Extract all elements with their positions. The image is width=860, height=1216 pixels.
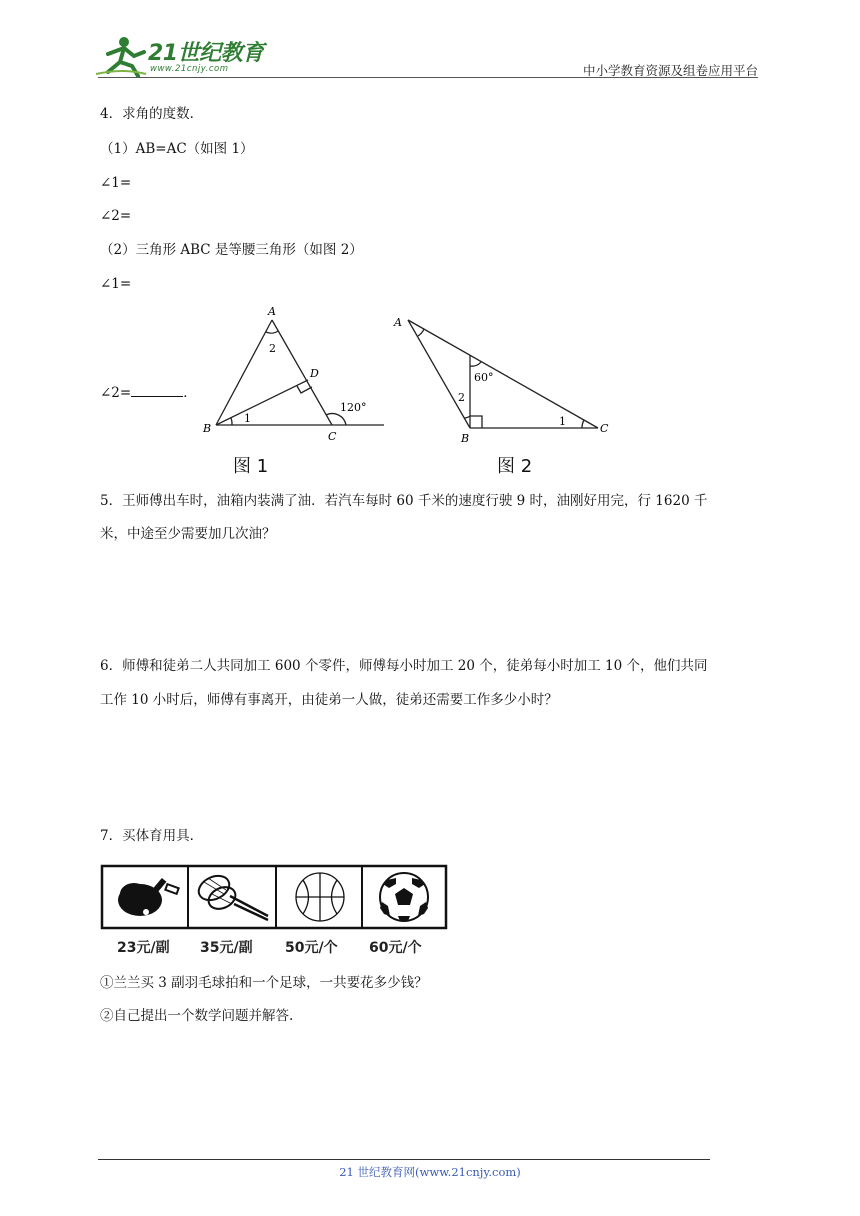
- footer-link[interactable]: 21 世纪教育网(www.21cnjy.com): [339, 1165, 521, 1179]
- table-tennis-paddles-icon: [118, 878, 179, 916]
- q6-line2: 工作 10 小时后，师傅有事离开，由徒弟一人做，徒弟还需要工作多少小时？: [100, 692, 558, 708]
- q4-title: 4．求角的度数．: [100, 106, 204, 122]
- q4-angle2b: ∠2=: [100, 385, 132, 401]
- fig2-angle-1: 1: [559, 415, 566, 428]
- price-basketball: 50元/个: [285, 940, 338, 956]
- badminton-rackets-icon: [195, 871, 268, 920]
- soccer-ball-icon: [380, 873, 428, 921]
- q4-angle2: ∠2=: [100, 208, 132, 224]
- q5-line2: 米，中途至少需要加几次油？: [100, 526, 276, 542]
- q7-title: 7．买体育用具．: [100, 828, 204, 844]
- fig2-angle-60: 60°: [474, 371, 494, 384]
- q4-angle1: ∠1=: [100, 175, 132, 191]
- q4-angle2b-row: [100, 382, 197, 403]
- figure-1-caption: 图 1: [233, 456, 269, 477]
- price-rackets: 35元/副: [200, 940, 253, 956]
- header-divider: [98, 77, 758, 78]
- figure-2-caption: 图 2: [497, 456, 533, 477]
- basketball-icon: [296, 873, 344, 921]
- fig1-label-D: D: [310, 367, 319, 380]
- fig2-label-A: A: [394, 316, 402, 329]
- q4-part2: （2）三角形 ABC 是等腰三角形（如图 2）: [100, 242, 363, 258]
- price-soccer: 60元/个: [369, 940, 422, 956]
- fig1-angle-1: 1: [244, 412, 251, 425]
- fig1-angle-2: 2: [269, 342, 276, 355]
- q5-line1: 5．王师傅出车时，油箱内装满了油．若汽车每时 60 千米的速度行驶 9 时，油刚好用完，行 1620 千: [100, 493, 708, 509]
- q7-sub1: ①兰兰买 3 副羽毛球拍和一个足球，一共要花多少钱？: [100, 975, 428, 991]
- figure-1-diagram: [196, 300, 392, 445]
- answer-blank: [131, 382, 183, 397]
- logo-url: www.21cnjy.com: [150, 64, 229, 74]
- footer-divider: [98, 1159, 710, 1160]
- figure-2-diagram: [388, 308, 618, 448]
- q4-period: ．: [183, 385, 197, 401]
- fig1-label-C: C: [328, 430, 337, 443]
- q7-sub2: ②自己提出一个数学问题并解答.: [100, 1008, 294, 1024]
- fig1-label-B: B: [203, 422, 212, 435]
- sports-goods-table: [100, 864, 450, 930]
- fig2-label-C: C: [600, 422, 609, 435]
- q4-angle1b: ∠1=: [100, 276, 132, 292]
- fig1-angle-120: 120°: [340, 401, 367, 414]
- fig2-label-B: B: [461, 432, 470, 445]
- logo-text: 21世纪教育: [148, 41, 264, 66]
- fig1-label-A: A: [268, 305, 276, 318]
- q4-part1: （1）AB=AC（如图 1）: [100, 141, 254, 157]
- price-paddles: 23元/副: [117, 940, 170, 956]
- q6-line1: 6．师傅和徒弟二人共同加工 600 个零件，师傅每小时加工 20 个，徒弟每小时加工 10 个，他们共同: [100, 658, 708, 674]
- header-platform-text: 中小学教育资源及组卷应用平台: [582, 63, 758, 78]
- fig2-angle-2: 2: [458, 391, 465, 404]
